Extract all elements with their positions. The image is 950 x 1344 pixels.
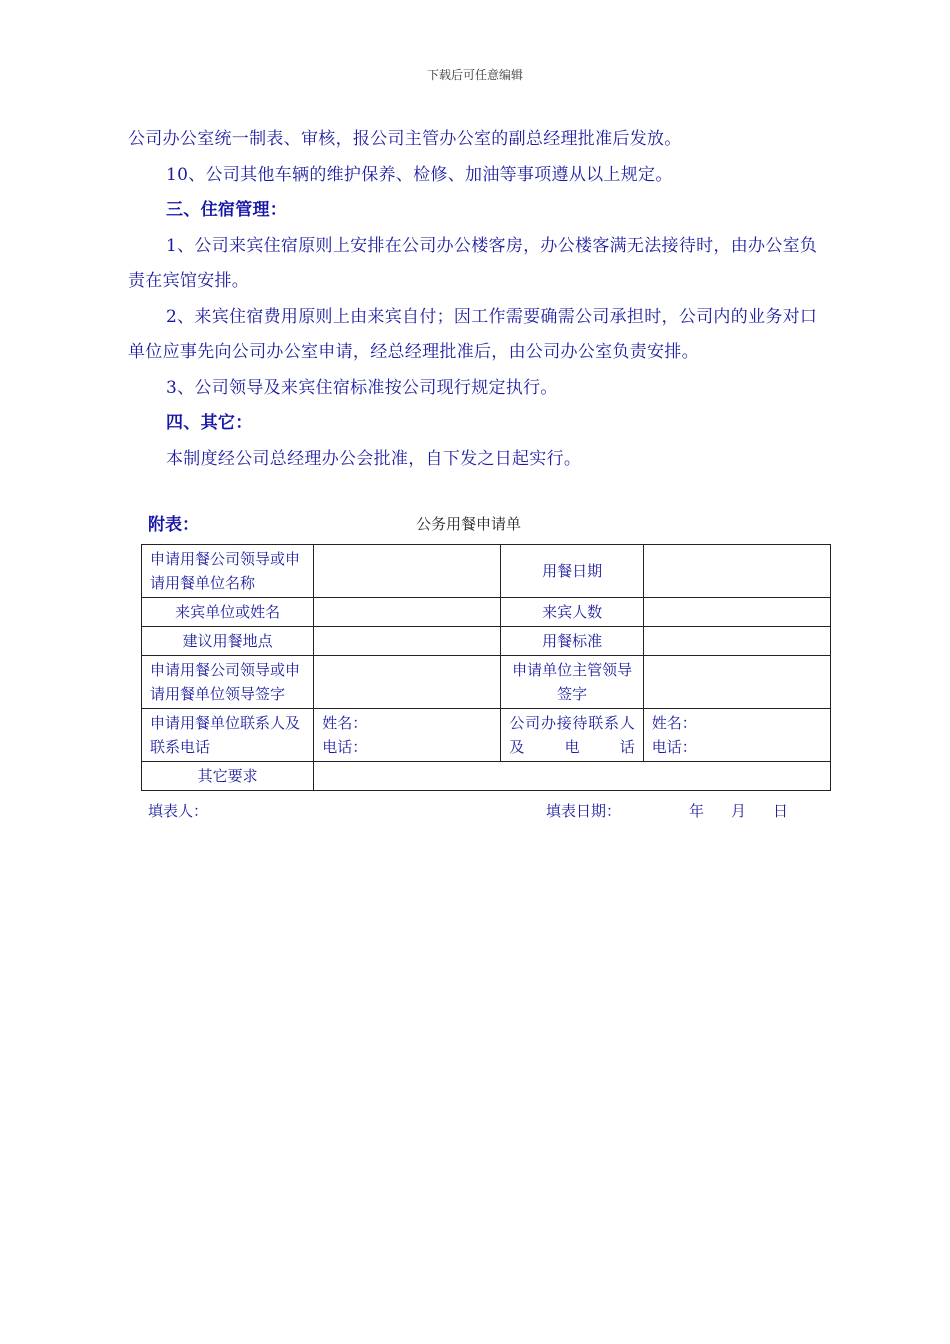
table-row bbox=[142, 656, 831, 709]
paragraph-accommodation-1: 1、公司来宾住宿原则上安排在公司办公楼客房，办公楼客满无法接待时，由办公室负责在宾馆安排。 bbox=[128, 235, 818, 291]
office-contact-phone-label: 电话： bbox=[651, 738, 697, 756]
meal-application-form bbox=[141, 544, 831, 791]
form-label-office-contact: 公司办接待联系人及电话 bbox=[501, 709, 643, 762]
day-label: 日 bbox=[773, 802, 789, 820]
section-heading-other: 四、其它： bbox=[166, 413, 253, 433]
form-label-guest-count: 来宾人数 bbox=[501, 598, 643, 627]
table-row bbox=[142, 598, 831, 627]
form-field-unit-contact[interactable] bbox=[314, 709, 501, 762]
form-label-unit-contact: 申请用餐单位联系人及联系电话 bbox=[142, 709, 314, 762]
form-label-applicant: 申请用餐公司领导或申请用餐单位名称 bbox=[142, 545, 314, 598]
filler-label: 填表人： bbox=[148, 802, 209, 820]
paragraph-vehicle-rule: 10、公司其他车辆的维护保养、检修、加油等事项遵从以上规定。 bbox=[166, 164, 673, 185]
form-label-supervisor-signature: 申请单位主管领导签字 bbox=[501, 656, 643, 709]
table-row bbox=[142, 709, 831, 762]
paragraph-effective: 本制度经公司总经理办公会批准，自下发之日起实行。 bbox=[166, 448, 582, 469]
form-field-meal-standard[interactable] bbox=[643, 627, 830, 656]
contact-name-label: 姓名： bbox=[322, 714, 368, 732]
office-contact-name-label: 姓名： bbox=[651, 714, 697, 732]
table-row bbox=[142, 627, 831, 656]
form-field-meal-location[interactable] bbox=[314, 627, 501, 656]
form-label-other-requirements: 其它要求 bbox=[142, 762, 314, 791]
form-label-guest-unit: 来宾单位或姓名 bbox=[142, 598, 314, 627]
table-row bbox=[142, 545, 831, 598]
form-label-meal-standard: 用餐标准 bbox=[501, 627, 643, 656]
form-label-leader-signature: 申请用餐公司领导或申请用餐单位领导签字 bbox=[142, 656, 314, 709]
form-field-office-contact[interactable] bbox=[643, 709, 830, 762]
section-heading-accommodation: 三、住宿管理： bbox=[166, 200, 288, 220]
form-title: 公务用餐申请单 bbox=[416, 515, 522, 533]
fill-date-label: 填表日期： bbox=[546, 802, 622, 820]
form-label-meal-location: 建议用餐地点 bbox=[142, 627, 314, 656]
year-label: 年 bbox=[689, 802, 705, 820]
document-body bbox=[128, 122, 828, 477]
form-field-leader-signature[interactable] bbox=[314, 656, 501, 709]
form-label-meal-date: 用餐日期 bbox=[501, 545, 643, 598]
attachment-label: 附表： bbox=[148, 515, 199, 535]
form-field-other-requirements[interactable] bbox=[314, 762, 831, 791]
page-header-note: 下载后可任意编辑 bbox=[426, 68, 523, 82]
contact-phone-label: 电话： bbox=[322, 738, 368, 756]
table-row bbox=[142, 762, 831, 791]
form-field-meal-date[interactable] bbox=[643, 545, 830, 598]
paragraph-accommodation-3: 3、公司领导及来宾住宿标准按公司现行规定执行。 bbox=[166, 377, 558, 398]
form-field-applicant[interactable] bbox=[314, 545, 501, 598]
paragraph-continuation: 公司办公室统一制表、审核，报公司主管办公室的副总经理批准后发放。 bbox=[128, 129, 682, 149]
form-field-guest-unit[interactable] bbox=[314, 598, 501, 627]
paragraph-accommodation-2: 2、来宾住宿费用原则上由来宾自付；因工作需要确需公司承担时，公司内的业务对口单位应事先向公司办公室申请，经总经理批准后，由公司办公室负责安排。 bbox=[128, 306, 818, 362]
form-field-guest-count[interactable] bbox=[643, 598, 830, 627]
month-label: 月 bbox=[731, 802, 747, 820]
form-field-supervisor-signature[interactable] bbox=[643, 656, 830, 709]
attachment-header bbox=[148, 510, 828, 536]
